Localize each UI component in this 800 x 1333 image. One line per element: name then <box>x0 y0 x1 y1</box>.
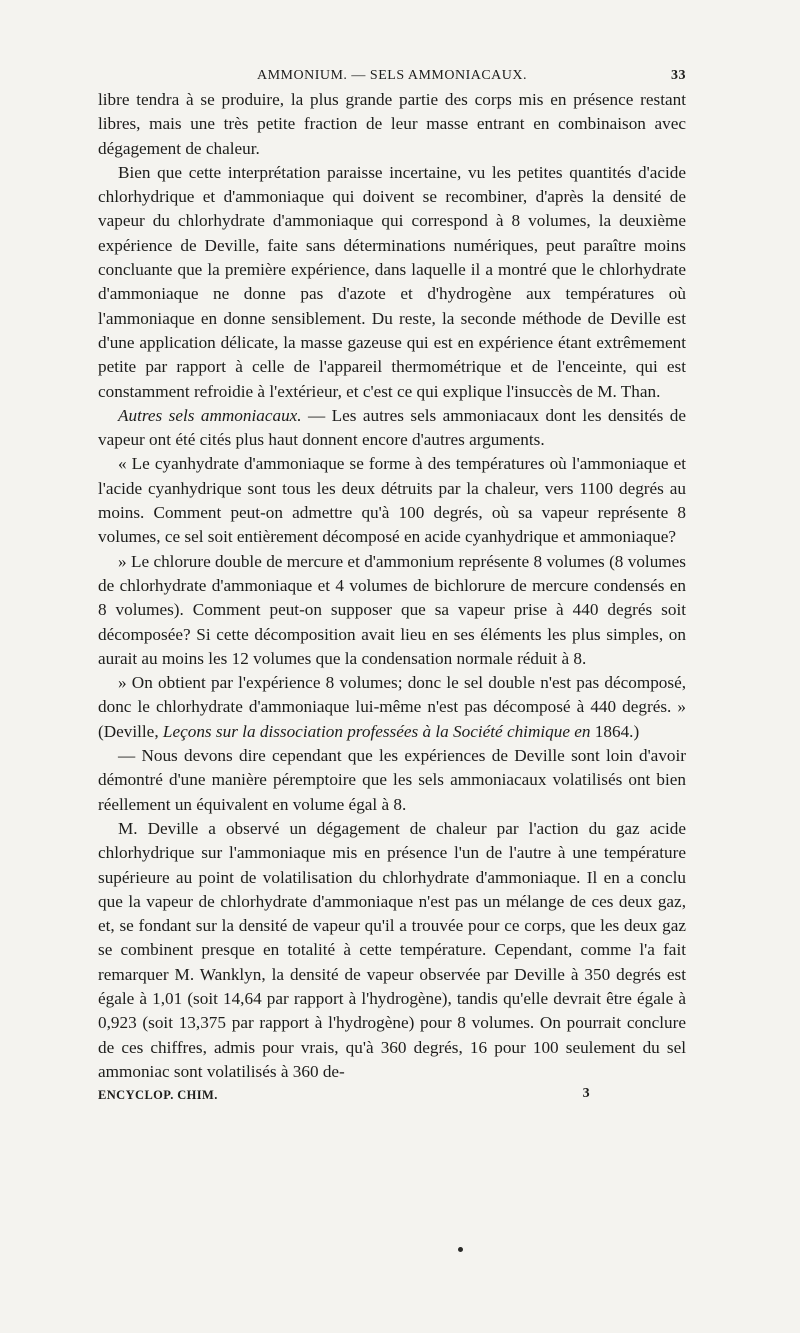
footer-signature-number: 3 <box>582 1086 590 1102</box>
paragraph-8: M. Deville a observé un dégagement de chaleur par l'action du gaz acide chlorhydrique sur l'ammoniaque mis en présence l'un de l'autre à une température supérieure au point de volatilisation du chlorhydrate d'ammoniaque. Il en a conclu que la vapeur de chlorhydrate d'ammoniaque n'est pas un mélange de ces deux gaz, et, se fondant sur la densité de vapeur qu'il a trouvée pour ce corps, que les deux gaz se combinent presque en totalité à cette température. Cependant, comme l'a fait remarquer M. Wanklyn, la densité de vapeur observée par Deville à 350 degrés est égale à 1,01 (soit 14,64 par rapport à l'hydrogène), tandis qu'elle devrait être égale à 0,923 (soit 13,375 par rapport à l'hydrogène) pour 8 volumes. On pourrait conclure de ces chiffres, admis pour vrais, qu'à 360 degrés, 16 pour 100 seulement du sel ammoniac sont volatilisés à 360 de- <box>98 818 686 1081</box>
running-header <box>98 62 686 88</box>
paragraph-4: « Le cyanhydrate d'ammoniaque se forme à des températures où l'ammoniaque et l'acide cyanhydrique sont tous les deux détruits par la chaleur, vers 1100 degrés au moins. Comment peut-on admettre qu'à 100 degrés, où sa vapeur représente 8 volumes, ce sel soit entièrement décomposé en acide cyanhydrique et ammoniaque? <box>98 454 686 547</box>
paragraph-5: » Le chlorure double de mercure et d'ammonium représente 8 volumes (8 volumes de chlorhydrate d'ammoniaque et 4 volumes de bichlorure de mercure condensés en 8 volumes). Comment peut-on supposer que sa vapeur prise à 440 degrés soit décomposée? Si cette décomposition avait lieu en ses éléments les plus simples, on aurait au moins les 12 volumes que la condensation normale réduit à 8. <box>98 551 686 668</box>
paragraph-2: Bien que cette interprétation paraisse incertaine, vu les petites quantités d'acide chlorhydrique et d'ammoniaque qui doivent se recombiner, d'après la densité de vapeur du chlorhydrate d'ammoniaque qui correspond à 8 volumes, la deuxième expérience de Deville, faite sans déterminations numériques, peut paraître moins concluante que la première expérience, dans laquelle il a montré que le chlorhydrate d'ammoniaque ne donne pas d'azote et d'hydrogène aux températures où l'ammoniaque en donne sensiblement. Du reste, la seconde méthode de Deville est d'une application délicate, la masse gazeuse qui est en expérience étant extrêmement petite par rapport à celle de l'appareil thermométrique et de l'enceinte, qui est constamment refroidie à l'extérieur, et c'est ce qui explique l'insuccès de M. Than. <box>98 162 686 401</box>
body-text <box>98 88 686 1084</box>
paragraph-7: — Nous devons dire cependant que les expériences de Deville sont loin d'avoir démontré d'une manière péremptoire que les sels ammoniacaux volatilisés ont bien réellement un équivalent en volume égal à 8. <box>98 746 686 814</box>
ink-speck <box>458 1247 463 1252</box>
page <box>98 62 686 1108</box>
paragraph-6-end: 1864.) <box>590 721 640 741</box>
footer <box>98 1086 686 1108</box>
paragraph-3-text: — Les autres sels ammoniacaux dont les densités de vapeur ont été cités plus haut donnent encore d'autres arguments. <box>98 405 686 450</box>
paragraph-6-text: » On obtient par l'expérience 8 volumes; donc le sel double n'est pas décomposé, donc le chlorhydrate d'ammoniaque lui-même n'est pas décomposé à 440 degrés. » (Deville, <box>98 673 686 741</box>
section-title-autres-sels: Autres sels ammoniacaux. <box>118 405 302 425</box>
page-number: 33 <box>671 68 686 83</box>
running-title: AMMONIUM. — SELS AMMONIACAUX. <box>256 68 528 83</box>
book-title: Leçons sur la dissociation professées à la Société chimique en <box>162 721 591 741</box>
paragraph-3 <box>98 404 686 453</box>
paragraph-6 <box>98 671 686 744</box>
footer-signature: ENCYCLOP. CHIM. <box>98 1088 218 1103</box>
paragraph-1: libre tendra à se produire, la plus grande partie des corps mis en présence restant libres, mais une très petite fraction de leur masse entrant en combinaison avec dégagement de chaleur. <box>98 90 686 158</box>
